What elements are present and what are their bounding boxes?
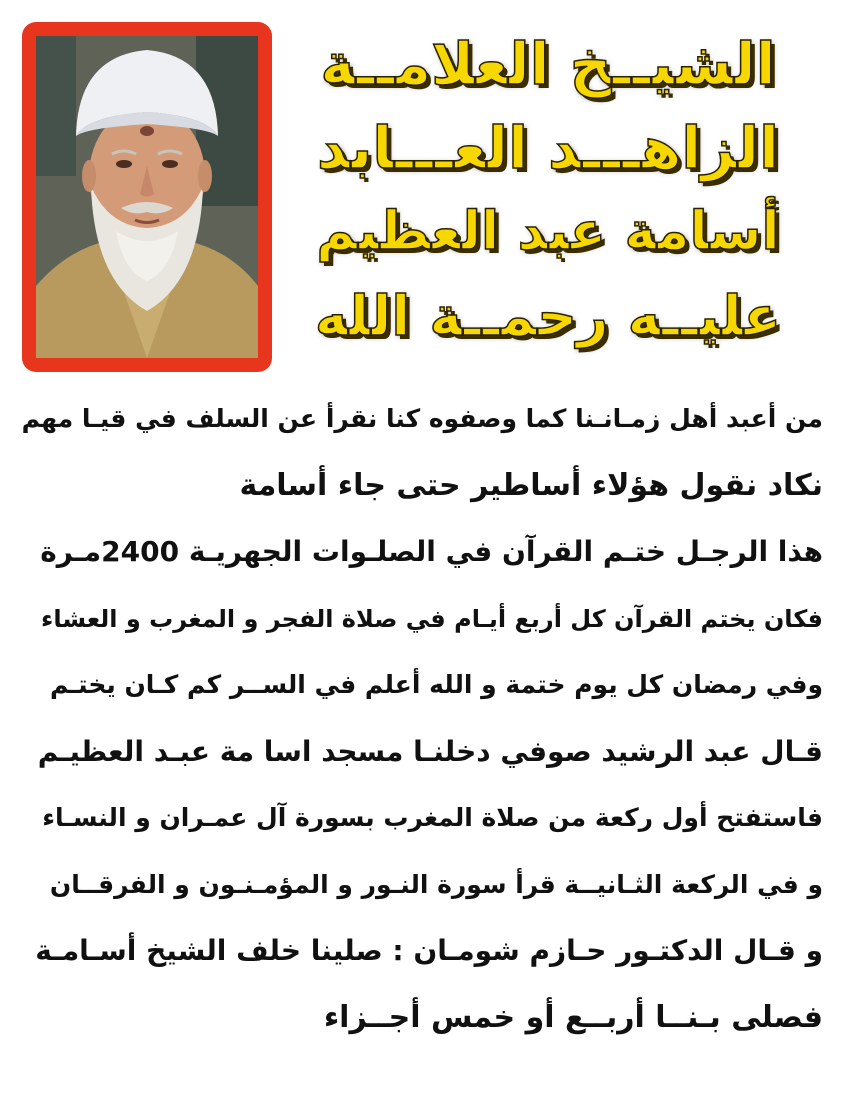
title-line-2: الزاهـــد العـــابد — [317, 114, 779, 182]
title-line-4: عليــه رحمــة الله — [314, 284, 782, 348]
body-line: من أعبد أهل زمـانـنا كما وصفوه كنا نقرأ عن السلف في قيـا مهم — [21, 404, 823, 433]
title-block — [313, 22, 783, 358]
portrait-illustration — [36, 36, 258, 358]
title-line-3: أسامة عبد العظيم — [316, 201, 780, 262]
body-text — [22, 386, 823, 1051]
body-line: و قـال الدكتـور حـازم شومـان : صلينا خلف الشيخ أسـامـة — [35, 934, 823, 967]
title-line-1: الشيــخ العلامــة — [320, 30, 776, 98]
body-line: قـال عبد الرشيد صوفي دخلنـا مسجد اسا مة عبـد العظيـم — [37, 734, 823, 768]
body-line: فاستفتح أول ركعة من صلاة المغرب بسورة آل عمـران و النسـاء — [42, 803, 823, 832]
body-line: وفي رمضان كل يوم ختمة و الله أعلم في الســر كم كـان يختـم — [50, 670, 823, 699]
body-line: فصلى بـنــا أربــع أو خمس أجــزاء — [323, 999, 823, 1035]
body-line: هذا الرجـل ختـم القرآن في الصلـوات الجهريـة 2400مـرة — [40, 535, 823, 568]
body-line: نكاد نقول هؤلاء أساطير حتى جاء أسامة — [239, 467, 823, 503]
body-line: فكان يختم القرآن كل أربع أيـام في صلاة الفجر و المغرب و العشاء — [41, 604, 823, 633]
body-line: و في الركعة الثـانيــة قرأ سورة النـور و المؤمـنـون و الفرقــان — [49, 869, 823, 899]
portrait-photo — [36, 36, 258, 358]
portrait-frame — [22, 22, 272, 372]
